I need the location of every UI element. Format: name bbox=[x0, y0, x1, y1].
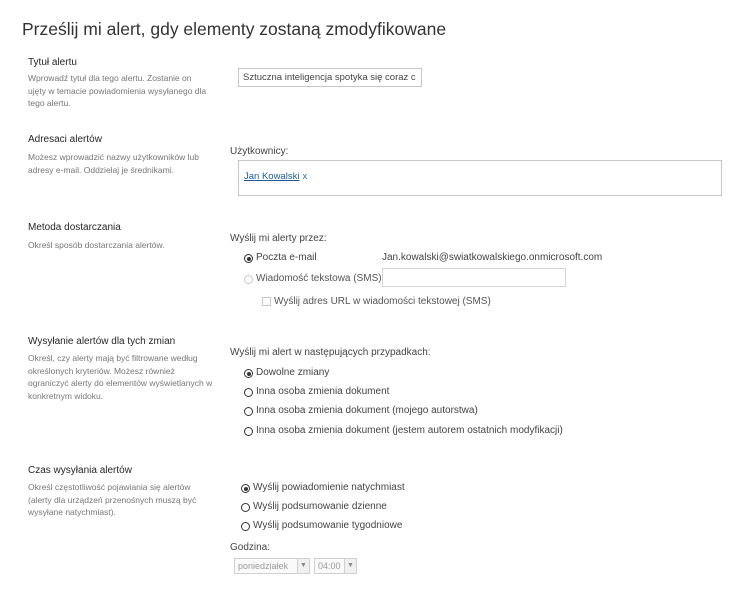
time-label: Godzina: bbox=[230, 542, 271, 553]
page-title: Prześlij mi alert, gdy elementy zostaną zmodyfikowane bbox=[22, 19, 447, 39]
alert-title-heading: Tytuł alertu bbox=[28, 57, 77, 68]
changes-heading: Wysyłanie alertów dla tych zmian bbox=[28, 336, 176, 347]
timing-daily-radio[interactable] bbox=[241, 503, 250, 512]
timing-weekly-radio[interactable] bbox=[241, 522, 250, 531]
changes-any-radio[interactable] bbox=[244, 369, 253, 378]
changes-other-mine-radio[interactable] bbox=[244, 407, 253, 416]
delivery-email-radio[interactable] bbox=[244, 254, 253, 263]
chevron-down-icon: ▼ bbox=[297, 559, 309, 573]
delivery-heading: Metoda dostarczania bbox=[28, 222, 121, 233]
hour-select-value: 04:00 bbox=[318, 561, 341, 571]
timing-description: Określ częstotliwość pojawiania się alertów (alerty dla urządzeń przenośnych muszą być wysyłane natychmiast). bbox=[28, 482, 197, 517]
changes-prompt: Wyślij mi alert w następujących przypadkach: bbox=[230, 347, 431, 358]
alert-title-description: Wprowadź tytuł dla tego alertu. Zostanie on ujęty w temacie powiadomienia wysyłanego dla tego alertu. bbox=[28, 73, 207, 108]
changes-description: Określ, czy alerty mają być filtrowane według określonych kryteriów. Możesz również ograniczyć alerty do elementów wyświetlanych w konkretnym widoku. bbox=[28, 353, 213, 401]
changes-other-last-label: Inna osoba zmienia dokument (jestem autorem ostatnich modyfikacji) bbox=[256, 425, 563, 436]
alert-title-input[interactable]: Sztuczna inteligencja spotyka się coraz c bbox=[238, 68, 422, 87]
timing-daily-label: Wyślij podsumowanie dzienne bbox=[253, 501, 387, 512]
delivery-sms-label: Wiadomość tekstowa (SMS) bbox=[256, 273, 382, 284]
changes-other-radio[interactable] bbox=[244, 388, 253, 397]
send-url-checkbox[interactable] bbox=[262, 297, 271, 306]
sms-number-input[interactable] bbox=[382, 268, 566, 287]
users-picker[interactable] bbox=[238, 160, 722, 196]
timing-immediate-label: Wyślij powiadomienie natychmiast bbox=[253, 482, 405, 493]
day-select-value: poniedziałek bbox=[238, 561, 289, 571]
changes-any-label: Dowolne zmiany bbox=[256, 367, 330, 378]
user-entity-jan-kowalski[interactable]: Jan Kowalski bbox=[244, 171, 300, 182]
recipients-heading: Adresaci alertów bbox=[28, 134, 102, 145]
delivery-sms-radio[interactable] bbox=[244, 275, 253, 284]
remove-user-icon[interactable]: x bbox=[302, 171, 308, 182]
send-url-label: Wyślij adres URL w wiadomości tekstowej (SMS) bbox=[274, 296, 491, 307]
delivery-prompt: Wyślij mi alerty przez: bbox=[230, 233, 327, 244]
hour-select[interactable] bbox=[314, 558, 357, 574]
changes-other-label: Inna osoba zmienia dokument bbox=[256, 386, 390, 397]
changes-other-last-radio[interactable] bbox=[244, 427, 253, 436]
delivery-email-address: Jan.kowalski@swiatkowalskiego.onmicrosoft.com bbox=[382, 252, 603, 263]
chevron-down-icon: ▼ bbox=[344, 559, 356, 573]
timing-heading: Czas wysyłania alertów bbox=[28, 465, 132, 476]
recipients-description: Możesz wprowadzić nazwy użytkowników lub adresy e-mail. Oddzielaj je średnikami. bbox=[28, 152, 200, 175]
changes-other-mine-label: Inna osoba zmienia dokument (mojego autorstwa) bbox=[256, 405, 478, 416]
timing-weekly-label: Wyślij podsumowanie tygodniowe bbox=[253, 520, 403, 531]
timing-immediate-radio[interactable] bbox=[241, 484, 250, 493]
delivery-email-label: Poczta e-mail bbox=[256, 252, 317, 263]
day-select[interactable] bbox=[234, 558, 310, 574]
delivery-description: Określ sposób dostarczania alertów. bbox=[28, 240, 165, 250]
users-label: Użytkownicy: bbox=[230, 146, 289, 157]
